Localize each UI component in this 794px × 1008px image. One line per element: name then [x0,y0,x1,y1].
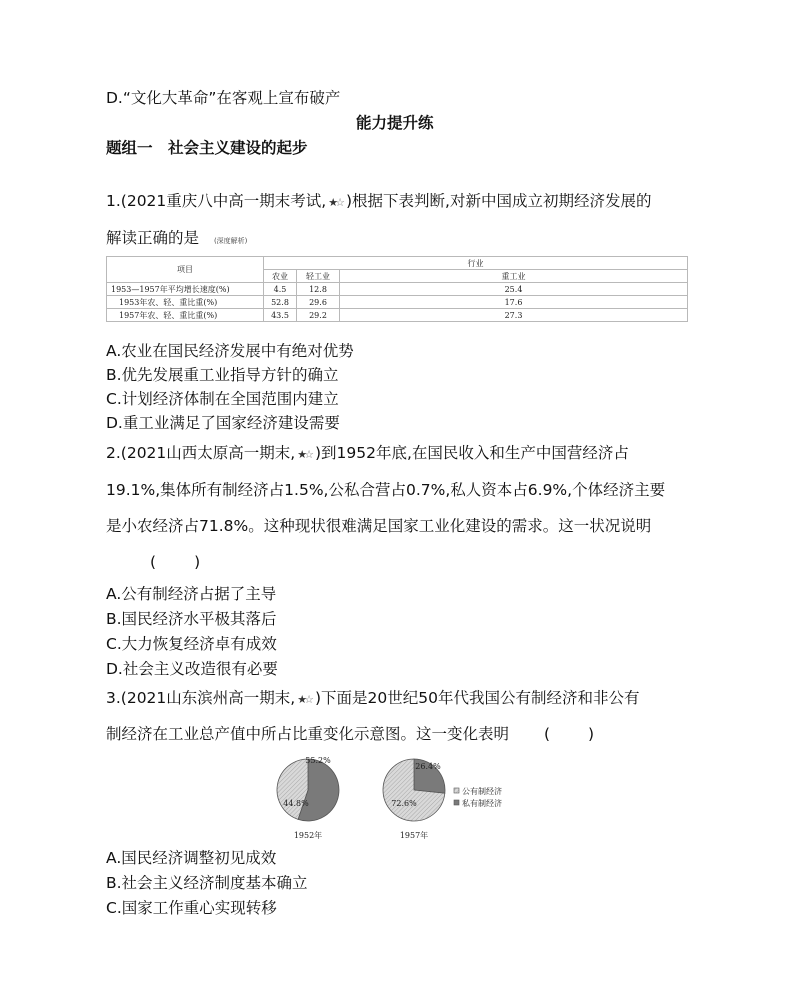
legend-swatch [454,788,459,793]
q2-stem-line3: 是小农经济占71.8%。这种现状很难满足国家工业化建设的需求。这一状况说明 [106,517,652,535]
q2-prefix: 2.(2021山西太原高一期末, [106,444,296,462]
table-cell: 52.8 [264,296,297,309]
table-cell: 29.6 [297,296,340,309]
q2-option-a: A.公有制经济占据了主导 [106,585,277,603]
q1-line2: 解读正确的是 [106,229,200,247]
paren-close: ) [194,553,201,571]
paren-open: ( [150,553,157,571]
q1-stem-line1 [106,191,651,213]
q1-suffix: )根据下表判断,对新中国成立初期经济发展的 [345,192,652,210]
q3-option-b: B.社会主义经济制度基本确立 [106,874,308,892]
table-cell: 29.2 [297,309,340,322]
table-cell: 27.3 [340,309,688,322]
q1-option-d: D.重工业满足了国家经济建设需要 [106,414,340,432]
q1-stem-line2 [106,228,247,251]
prev-option-d: D.“文化大革命”在客观上宣布破产 [106,89,341,107]
q2-stem-line1 [106,443,629,465]
table-subheader: 轻工业 [297,270,340,283]
q3-option-c: C.国家工作重心实现转移 [106,899,277,917]
difficulty-star-icon: ★☆ [297,693,311,706]
q3-option-a: A.国民经济调整初见成效 [106,849,277,867]
pie-data-label: 72.6% [391,799,417,808]
difficulty-star-icon: ★☆ [297,448,311,461]
difficulty-star-icon: ★☆ [328,196,342,209]
pie-data-label: 44.8% [283,799,309,808]
table-cell: 17.6 [340,296,688,309]
pie-data-label: 55.2% [305,756,331,765]
q1-data-table [106,256,688,322]
table-row [107,283,688,296]
q3-stem-line1 [106,688,639,710]
q3-line2: 制经济在工业总产值中所占比重变化示意图。这一变化表明 [106,725,510,743]
q1-option-b: B.优先发展重工业指导方针的确立 [106,366,339,384]
table-cell: 25.4 [340,283,688,296]
ownership-pie-charts [276,756,536,840]
q1-tag: (深度解析) [213,237,248,245]
legend-swatch [454,800,459,805]
q3-stem-line2 [106,724,594,744]
q2-option-d: D.社会主义改造很有必要 [106,660,278,678]
legend-entry: 私有制经济 [462,799,502,808]
legend-entry: 公有制经济 [462,787,502,796]
group-title: 题组一 社会主义建设的起步 [106,139,308,157]
q1-option-c: C.计划经济体制在全国范围内建立 [106,390,339,408]
pie-caption: 1957年 [399,831,429,840]
paren-open: ( [543,725,551,743]
q2-suffix: )到1952年底,在国民收入和生产中国营经济占 [314,444,629,462]
table-row-label: 1957年农、轻、重比重(%) [107,309,264,322]
table-subheader: 重工业 [340,270,688,283]
table-row [107,309,688,322]
q2-stem-line2: 19.1%,集体所有制经济占1.5%,公私合营占0.7%,私人资本占6.9%,个体经济主要 [106,481,666,499]
table-row [107,296,688,309]
table-cell: 43.5 [264,309,297,322]
table-header-item: 项目 [107,257,264,283]
q3-suffix: )下面是20世纪50年代我国公有制经济和非公有 [314,689,640,707]
paren-close: ) [588,725,595,743]
pie-data-label: 26.4% [415,762,441,771]
table-row-label: 1953年农、轻、重比重(%) [107,296,264,309]
q2-option-c: C.大力恢复经济卓有成效 [106,635,277,653]
table-subheader: 农业 [264,270,297,283]
table-row-label: 1953—1957年平均增长速度(%) [107,283,264,296]
q1-option-a: A.农业在国民经济发展中有绝对优势 [106,342,354,360]
q2-option-b: B.国民经济水平极其落后 [106,610,277,628]
section-title: 能力提升练 [356,114,434,132]
q1-prefix: 1.(2021重庆八中高一期末考试, [106,192,327,210]
pie-caption: 1952年 [293,831,323,840]
table-cell: 4.5 [264,283,297,296]
table-cell: 12.8 [297,283,340,296]
table-header-industry: 行业 [264,257,688,270]
q2-answer-parens [150,552,200,572]
q3-prefix: 3.(2021山东滨州高一期末, [106,689,296,707]
